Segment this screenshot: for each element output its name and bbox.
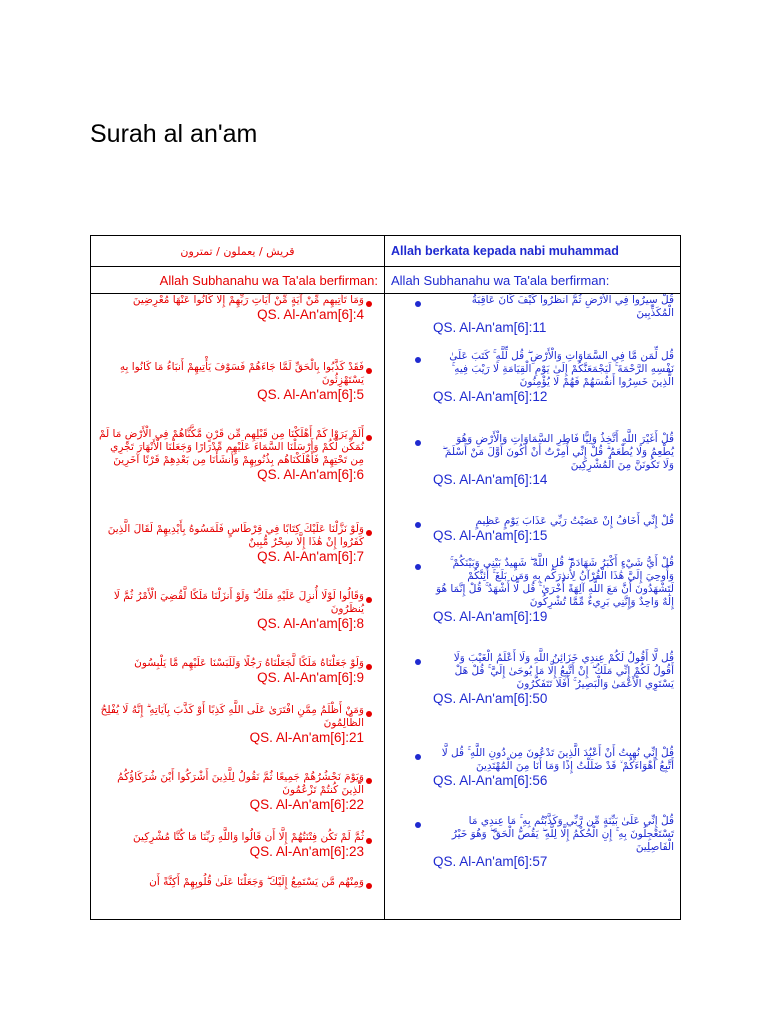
list-item: [385, 350, 680, 433]
list-item: [91, 831, 384, 876]
verse-text: قُل لَّا أَقُولُ لَكُمْ عِندِي خَزَائِنُ اللَّهِ وَلَا أَعْلَمُ الْغَيْبَ وَلَا أَقُولُ لَكُمْ إِنِّي مَلَكٌ ۖ إِنْ أَتَّبِعُ إِلَّا مَا يُوحَىٰ إِلَيَّ ۚ قُلْ هَلْ يَسْتَوِي الْأَعْمَىٰ وَالْبَصِيرُ ۚ أَفَلَا تَتَفَكَّرُونَ: [453, 652, 674, 690]
bullet-icon: [366, 711, 372, 717]
verse-reference: QS. Al-An'am[6]:57: [433, 854, 548, 869]
list-item: [91, 361, 384, 428]
header-right: Allah berkata kepada nabi muhammad: [385, 236, 681, 267]
subheader-left: :Allah Subhanahu wa Ta'ala berfirman: [91, 267, 385, 294]
subheader-right: Allah Subhanahu wa Ta'ala berfirman:: [385, 267, 681, 294]
bullet-icon: [415, 659, 421, 665]
bullet-icon: [366, 301, 372, 307]
list-item: [385, 433, 680, 515]
bullet-icon: [366, 883, 372, 889]
verse-text: وَيَوْمَ نَحْشُرُهُمْ جَمِيعًا ثُمَّ نَقُولُ لِلَّذِينَ أَشْرَكُوا أَيْنَ شُرَكَاؤُكُمُ الَّذِينَ كُنتُمْ تَزْعُمُونَ: [117, 771, 364, 796]
list-item: [385, 294, 680, 350]
verse-text: قُلْ إِنِّي أَخَافُ إِنْ عَصَيْتُ رَبِّي عَذَابَ يَوْمٍ عَظِيمٍ: [475, 515, 674, 527]
verse-text: ثُمَّ لَمْ تَكُن فِتْنَتُهُمْ إِلَّا أَن قَالُوا وَاللَّهِ رَبِّنَا مَا كُنَّا مُشْرِكِينَ: [133, 831, 364, 843]
list-item: [91, 657, 384, 704]
verse-text: فَقَدْ كَذَّبُوا بِالْحَقِّ لَمَّا جَاءَهُمْ فَسَوْفَ يَأْتِيهِمْ أَنبَاءُ مَا كَانُوا بِهِ يَسْتَهْزِئُونَ: [119, 361, 364, 386]
verse-text: وَمِنْهُم مَّن يَسْتَمِعُ إِلَيْكَ ۖ وَجَعَلْنَا عَلَىٰ قُلُوبِهِمْ أَكِنَّةً أَن: [149, 876, 364, 888]
verse-text: وَلَوْ جَعَلْنَاهُ مَلَكًا لَّجَعَلْنَاهُ رَجُلًا وَلَلَبَسْنَا عَلَيْهِم مَّا يَلْبِسُونَ: [134, 657, 364, 669]
verse-text: وَلَوْ نَزَّلْنَا عَلَيْكَ كِتَابًا فِي قِرْطَاسٍ فَلَمَسُوهُ بِأَيْدِيهِمْ لَقَالَ الَّذِينَ كَفَرُوا إِنْ هَٰذَا إِلَّا سِحْرٌ مُّبِينٌ: [107, 523, 364, 548]
list-item: [91, 876, 384, 889]
verse-reference: QS. Al-An'am[6]:50: [433, 691, 548, 706]
bullet-icon: [415, 357, 421, 363]
verse-text: قُل لِّمَن مَّا فِي السَّمَاوَاتِ وَالْأَرْضِ ۖ قُل لِّلَّهِ ۚ كَتَبَ عَلَىٰ نَفْسِهِ الرَّحْمَةَ ۚ لَيَجْمَعَنَّكُمْ إِلَىٰ يَوْمِ الْقِيَامَةِ لَا رَيْبَ فِيهِ ۚ الَّذِينَ خَسِرُوا أَنفُسَهُمْ فَهُمْ لَا يُؤْمِنُونَ: [449, 350, 674, 388]
verse-text: قُلْ إِنِّي عَلَىٰ بَيِّنَةٍ مِّن رَّبِّي وَكَذَّبْتُم بِهِ ۚ مَا عِندِي مَا تَسْتَعْجِلُونَ بِهِ ۚ إِنِ الْحُكْمُ إِلَّا لِلَّهِ ۖ يَقُصُّ الْحَقَّ ۖ وَهُوَ خَيْرُ الْفَاصِلِينَ: [451, 815, 674, 853]
list-item: [91, 428, 384, 523]
list-item: [385, 515, 680, 557]
list-item: [385, 652, 680, 747]
bullet-icon: [366, 530, 372, 536]
verse-reference: QS. Al-An'am[6]:22: [249, 797, 364, 812]
verse-reference: QS. Al-An'am[6]:11: [433, 320, 547, 335]
bullet-icon: [366, 368, 372, 374]
comparison-table: [90, 235, 681, 920]
bullet-icon: [415, 822, 421, 828]
verse-reference: QS. Al-An'am[6]:4: [257, 307, 364, 322]
bullet-icon: [366, 435, 372, 441]
verse-reference: QS. Al-An'am[6]:8: [257, 616, 364, 631]
verse-reference: QS. Al-An'am[6]:6: [257, 467, 364, 482]
list-item: [385, 557, 680, 652]
verse-text: قُلْ أَغَيْرَ اللَّهِ أَتَّخِذُ وَلِيًّا فَاطِرِ السَّمَاوَاتِ وَالْأَرْضِ وَهُوَ يُطْعِمُ وَلَا يُطْعَمُ ۗ قُلْ إِنِّي أُمِرْتُ أَنْ أَكُونَ أَوَّلَ مَنْ أَسْلَمَ ۖ وَلَا تَكُونَنَّ مِنَ الْمُشْرِكِينَ: [442, 433, 674, 471]
right-column: [385, 294, 681, 920]
table-header-row: [91, 236, 681, 267]
verse-text: قُلْ أَيُّ شَيْءٍ أَكْبَرُ شَهَادَةً ۖ قُلِ اللَّهُ ۖ شَهِيدٌ بَيْنِي وَبَيْنَكُمْ ۚ وَأُوحِيَ إِلَيَّ هَٰذَا الْقُرْآنُ لِأُنذِرَكُم بِهِ وَمَن بَلَغَ ۚ أَئِنَّكُمْ لَتَشْهَدُونَ أَنَّ مَعَ اللَّهِ آلِهَةً أُخْرَىٰ ۚ قُل لَّا أَشْهَدُ ۚ قُلْ إِنَّمَا هُوَ إِلَٰهٌ وَاحِدٌ وَإِنَّنِي بَرِيءٌ مِّمَّا تُشْرِكُونَ: [436, 557, 674, 608]
bullet-icon: [366, 597, 372, 603]
bullet-icon: [366, 778, 372, 784]
left-verse-list: [91, 294, 384, 889]
verse-reference: QS. Al-An'am[6]:9: [257, 670, 364, 685]
verse-text: وَمَنْ أَظْلَمُ مِمَّنِ افْتَرَىٰ عَلَى اللَّهِ كَذِبًا أَوْ كَذَّبَ بِآيَاتِهِ ۗ إِنَّهُ لَا يُفْلِحُ الظَّالِمُونَ: [100, 704, 364, 729]
verse-reference: QS. Al-An'am[6]:14: [433, 472, 548, 487]
verse-reference: QS. Al-An'am[6]:23: [249, 844, 364, 859]
verse-reference: QS. Al-An'am[6]:19: [433, 609, 548, 624]
bullet-icon: [415, 564, 421, 570]
verse-text: قُلْ إِنِّي نُهِيتُ أَنْ أَعْبُدَ الَّذِينَ تَدْعُونَ مِن دُونِ اللَّهِ ۚ قُل لَّا أَتَّبِعُ أَهْوَاءَكُمْ ۙ قَدْ ضَلَلْتُ إِذًا وَمَا أَنَا مِنَ الْمُهْتَدِينَ: [441, 747, 674, 772]
list-item: [91, 771, 384, 831]
list-item: [91, 704, 384, 771]
bullet-icon: [366, 838, 372, 844]
verse-reference: QS. Al-An'am[6]:5: [257, 387, 364, 402]
bullet-icon: [415, 440, 421, 446]
bullet-icon: [366, 664, 372, 670]
verse-reference: QS. Al-An'am[6]:21: [249, 730, 364, 745]
verse-text: قُلْ سِيرُوا فِي الْأَرْضِ ثُمَّ انظُرُوا كَيْفَ كَانَ عَاقِبَةُ الْمُكَذِّبِينَ: [471, 294, 674, 319]
list-item: [385, 815, 680, 870]
verse-reference: QS. Al-An'am[6]:7: [257, 549, 364, 564]
table-body-row: [91, 294, 681, 920]
bullet-icon: [415, 522, 421, 528]
page-title: Surah al an'am: [90, 120, 258, 148]
right-verse-list: [385, 294, 680, 870]
bullet-icon: [415, 301, 421, 307]
list-item: [91, 590, 384, 657]
list-item: [91, 294, 384, 361]
header-left: قريش / يعملون / تمترون: [91, 236, 385, 267]
left-column: [91, 294, 385, 920]
list-item: [385, 747, 680, 815]
verse-reference: QS. Al-An'am[6]:56: [433, 773, 548, 788]
verse-text: وَقَالُوا لَوْلَا أُنزِلَ عَلَيْهِ مَلَكٌ ۖ وَلَوْ أَنزَلْنَا مَلَكًا لَّقُضِيَ الْأَمْرُ ثُمَّ لَا يُنظَرُونَ: [113, 590, 364, 615]
verse-text: أَلَمْ يَرَوْا كَمْ أَهْلَكْنَا مِن قَبْلِهِم مِّن قَرْنٍ مَّكَّنَّاهُمْ فِي الْأَرْضِ مَا لَمْ نُمَكِّن لَّكُمْ وَأَرْسَلْنَا السَّمَاءَ عَلَيْهِم مِّدْرَارًا وَجَعَلْنَا الْأَنْهَارَ تَجْرِي مِن تَحْتِهِمْ فَأَهْلَكْنَاهُم بِذُنُوبِهِمْ وَأَنشَأْنَا مِن بَعْدِهِمْ قَرْنًا آخَرِينَ: [99, 428, 364, 466]
list-item: [91, 523, 384, 590]
table-subheader-row: [91, 267, 681, 294]
bullet-icon: [415, 754, 421, 760]
verse-text: وَمَا تَأْتِيهِم مِّنْ آيَةٍ مِّنْ آيَاتِ رَبِّهِمْ إِلَّا كَانُوا عَنْهَا مُعْرِضِينَ: [132, 294, 364, 306]
verse-reference: QS. Al-An'am[6]:15: [433, 528, 548, 543]
verse-reference: QS. Al-An'am[6]:12: [433, 389, 548, 404]
